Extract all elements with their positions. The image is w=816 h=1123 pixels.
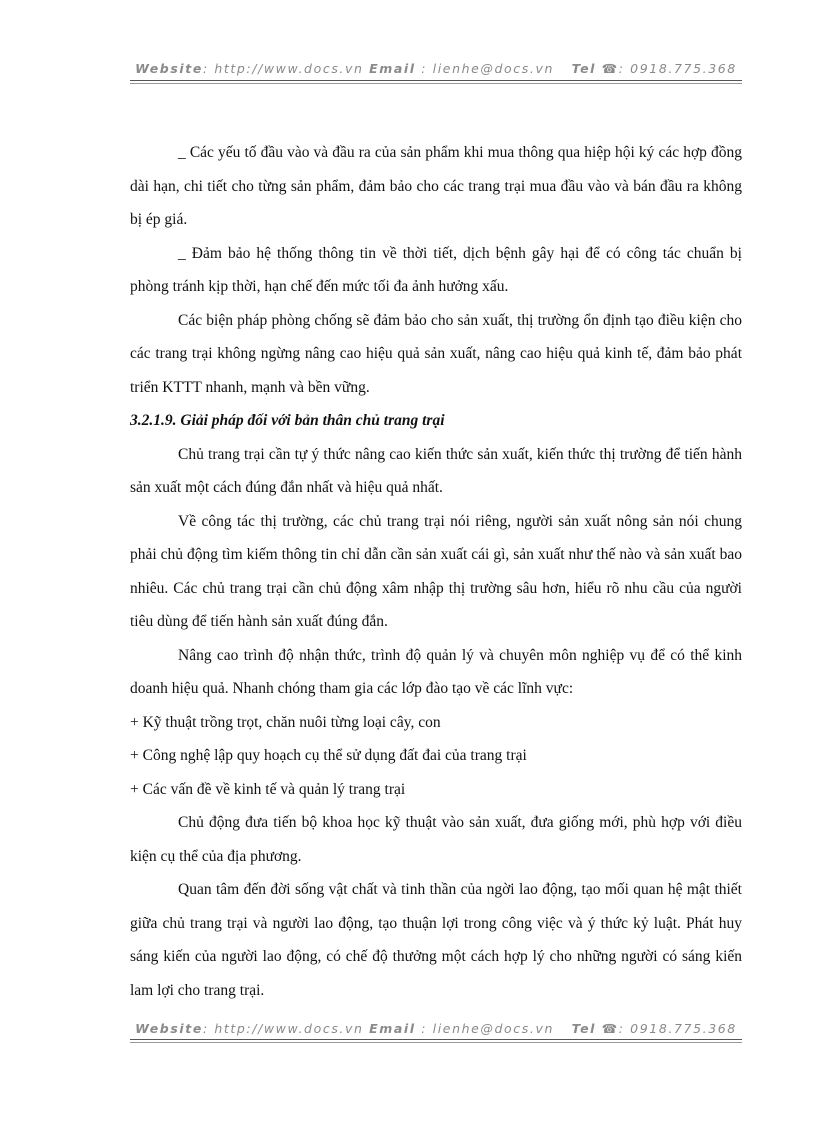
page-footer — [130, 1021, 742, 1036]
header-email-value[interactable]: : lienhe@docs.vn — [421, 61, 554, 76]
list-item: + Kỹ thuật trồng trọt, chăn nuôi từng loại cây, con — [130, 713, 441, 731]
header-website-url[interactable]: : http://www.docs.vn — [202, 61, 364, 76]
footer-website-url[interactable]: : http://www.docs.vn — [202, 1021, 364, 1036]
header-rule — [130, 80, 742, 81]
header-website-label: Website — [135, 61, 203, 76]
paragraph: Các biện pháp phòng chống sẽ đảm bảo cho sản xuất, thị trường ổn định tạo điều kiện cho các trang trại không ngừng nâng cao hiệu quả sản xuất, nâng cao hiệu quả kinh tế, đảm bảo phát triển KTTT nhanh, mạnh và bền vững. — [130, 311, 742, 396]
header-email-label: Email — [369, 61, 416, 76]
list-item: + Các vấn đề về kinh tế và quản lý trang trại — [130, 780, 406, 798]
paragraph: _ Các yếu tố đầu vào và đầu ra của sản phẩm khi mua thông qua hiệp hội ký các hợp đồng dài hạn, chi tiết cho từng sản phẩm, đảm bảo cho các trang trại mua đầu vào và bán đầu ra không bị ép giá. — [130, 144, 742, 228]
footer-tel-label: Tel — [571, 1021, 597, 1036]
footer-website-label: Website — [135, 1021, 203, 1036]
paragraph: _ Đảm bảo hệ thống thông tin về thời tiết, dịch bệnh gây hại để có công tác chuẩn bị phòng tránh kịp thời, hạn chế đến mức tối đa ảnh hưởng xấu. — [130, 244, 742, 295]
footer-email-label: Email — [369, 1021, 416, 1036]
paragraph: Chủ trang trại cần tự ý thức nâng cao kiến thức sản xuất, kiến thức thị trường để tiến hành sản xuất một cách đúng đắn nhất và hiệu quả nhất. — [130, 445, 742, 496]
footer-rule-thin — [130, 1042, 742, 1043]
page-header — [130, 61, 742, 76]
paragraph: Về công tác thị trường, các chủ trang trại nói riêng, người sản xuất nông sản nói chung phải chủ động tìm kiếm thông tin chỉ dẫn cần sản xuất cái gì, sản xuất như thế nào và sản xuất bao nhiêu. Các chủ trang trại cần chủ động xâm nhập thị trường sâu hơn, hiểu rõ nhu cầu của người tiêu dùng để tiến hành sản xuất đúng đắn. — [130, 512, 742, 630]
footer-email-value[interactable]: : lienhe@docs.vn — [421, 1021, 554, 1036]
paragraph: Nâng cao trình độ nhận thức, trình độ quản lý và chuyên môn nghiệp vụ để có thể kinh doanh hiệu quả. Nhanh chóng tham gia các lớp đào tạo về các lĩnh vực: — [130, 646, 742, 697]
document-body — [130, 136, 742, 1007]
paragraph: Chủ động đưa tiến bộ khoa học kỹ thuật vào sản xuất, đưa giống mới, phù hợp với điều kiện cụ thể của địa phương. — [130, 814, 742, 865]
paragraph: Quan tâm đến đời sống vật chất và tinh thần của ngời lao động, tạo mối quan hệ mật thiết giữa chủ trang trại và người lao động, tạo thuận lợi trong công việc và ý thức kỷ luật. Phát huy sáng kiến của người lao động, có chế độ thưởng một cách hợp lý cho những người có sáng kiến lam lợi cho trang trại. — [130, 881, 742, 999]
section-heading: 3.2.1.9. Giải pháp đối với bản thân chủ trang trại — [130, 412, 445, 429]
footer-rule — [130, 1039, 742, 1040]
list-item: + Công nghệ lập quy hoạch cụ thể sử dụng đất đai của trang trại — [130, 747, 527, 764]
phone-icon: ☎ — [601, 61, 619, 76]
footer-tel-value: : 0918.775.368 — [618, 1021, 737, 1036]
header-tel-label: Tel — [571, 61, 597, 76]
header-tel-value: : 0918.775.368 — [618, 61, 737, 76]
phone-icon: ☎ — [601, 1021, 619, 1036]
header-rule-thin — [130, 83, 742, 84]
